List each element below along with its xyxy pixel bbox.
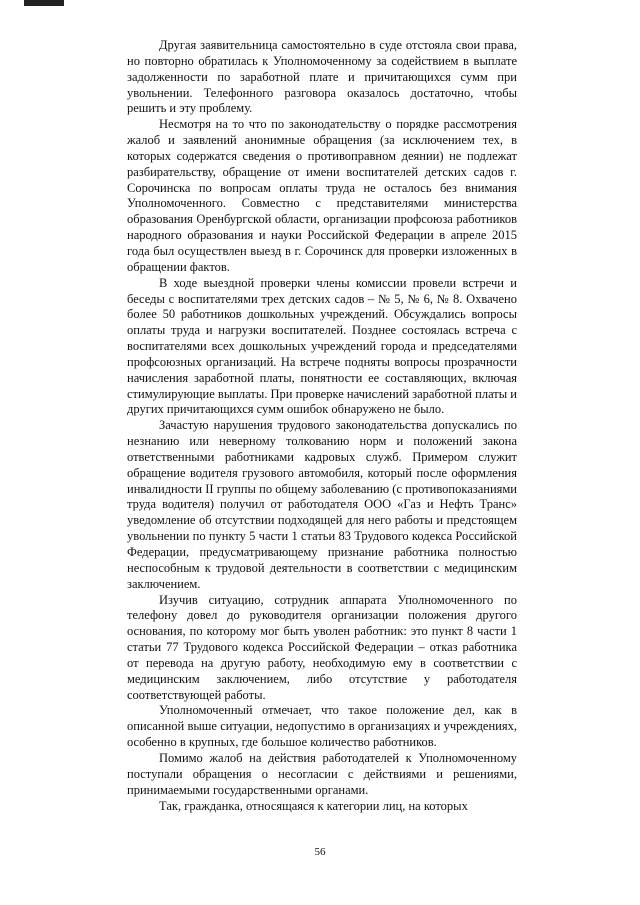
paragraph-citizen-start: Так, гражданка, относящаяся к категории лиц, на которых — [159, 798, 468, 813]
paragraph-state-bodies: Помимо жалоб на действия работодателей к Уполномоченному поступали обращения о несогласии с действиями и решениями, принимаемыми государственными органами. — [127, 750, 517, 797]
document-page — [127, 38, 517, 814]
paragraph-anonymous-appeal: Несмотря на то что по законодательству о порядке рассмотрения жалоб и заявлений анонимные обращения (за исключением тех, в которых содержатся сведения о противоправном деянии) не подлежат разбирательству, обращение от имени воспитателей детских садов г. Сорочинска по вопросам оплаты труда не осталось без внимания Уполномоченного. Совместно с представителями министерства образования Оренбургской области, организации профсоюза работников народного образования и науки Российской Федерации в апреле 2015 года был осуществлен выезд в г. Сорочинск для проверки изложенных в обращении фактов. — [127, 117, 517, 274]
paragraph-field-inspection: В ходе выездной проверки члены комиссии провели встречи и беседы с воспитателями трех детских садов – № 5, № 6, № 8. Охвачено более 50 работников дошкольных учреждений. Обсуждались вопросы оплаты труда и нагрузки воспитателей. Позднее состоялась встреча с воспитателями всех дошкольных учреждений города и председателями профсоюзных организаций. На встрече подняты вопросы прозрачности начисления заработной платы, понятности ее составляющих, включая стимулирующие выплаты. При проверке начислений заработной платы и других причитающихся сумм ошибок обнаружено не было. — [127, 275, 517, 417]
paragraph-situation-study: Изучив ситуацию, сотрудник аппарата Уполномоченного по телефону довел до руководителя организации положения другого основания, по которому мог быть уволен работник: это пункт 8 части 1 статьи 77 Трудового кодекса Российской Федерации – отказ работника от перевода на другую работу, необходимую ему в соответствии с медицинским заключением, либо отсутствие у работодателя соответствующей работы. — [127, 592, 517, 702]
paragraph-labor-violations: Зачастую нарушения трудового законодательства допускались по незнанию или неверному толкованию норм и положений закона ответственными работниками кадровых служб. Примером служит обращение водителя грузового автомобиля, который после оформления инвалидности II группы по общему заболеванию (с противопоказаниями труда водителя) получил от работодателя ООО «Газ и Нефть Транс» уведомление об отсутствии подходящей для него работы и предстоящем увольнении по пункту 5 части 1 статьи 83 Трудового кодекса Российской Федерации, предусматривающему признание работника полностью неспособным к трудовой деятельности в соответствии с медицинским заключением. — [127, 418, 517, 591]
paragraph-claimant-court: Другая заявительница самостоятельно в суде отстояла свои права, но повторно обратилась к Уполномоченному за содействием в выплате задолженности по заработной плате и причитающихся сумм при увольнении. Телефонного разговора оказалось достаточно, чтобы решить и эту проблему. — [127, 38, 517, 116]
page-number: 56 — [314, 846, 326, 858]
paragraph-ombudsman-note: Уполномоченный отмечает, что такое положение дел, как в описанной выше ситуации, недопустимо в организациях и учреждениях, особенно в крупных, где большое количество работников. — [127, 703, 517, 750]
scan-edge-mark — [24, 0, 64, 6]
